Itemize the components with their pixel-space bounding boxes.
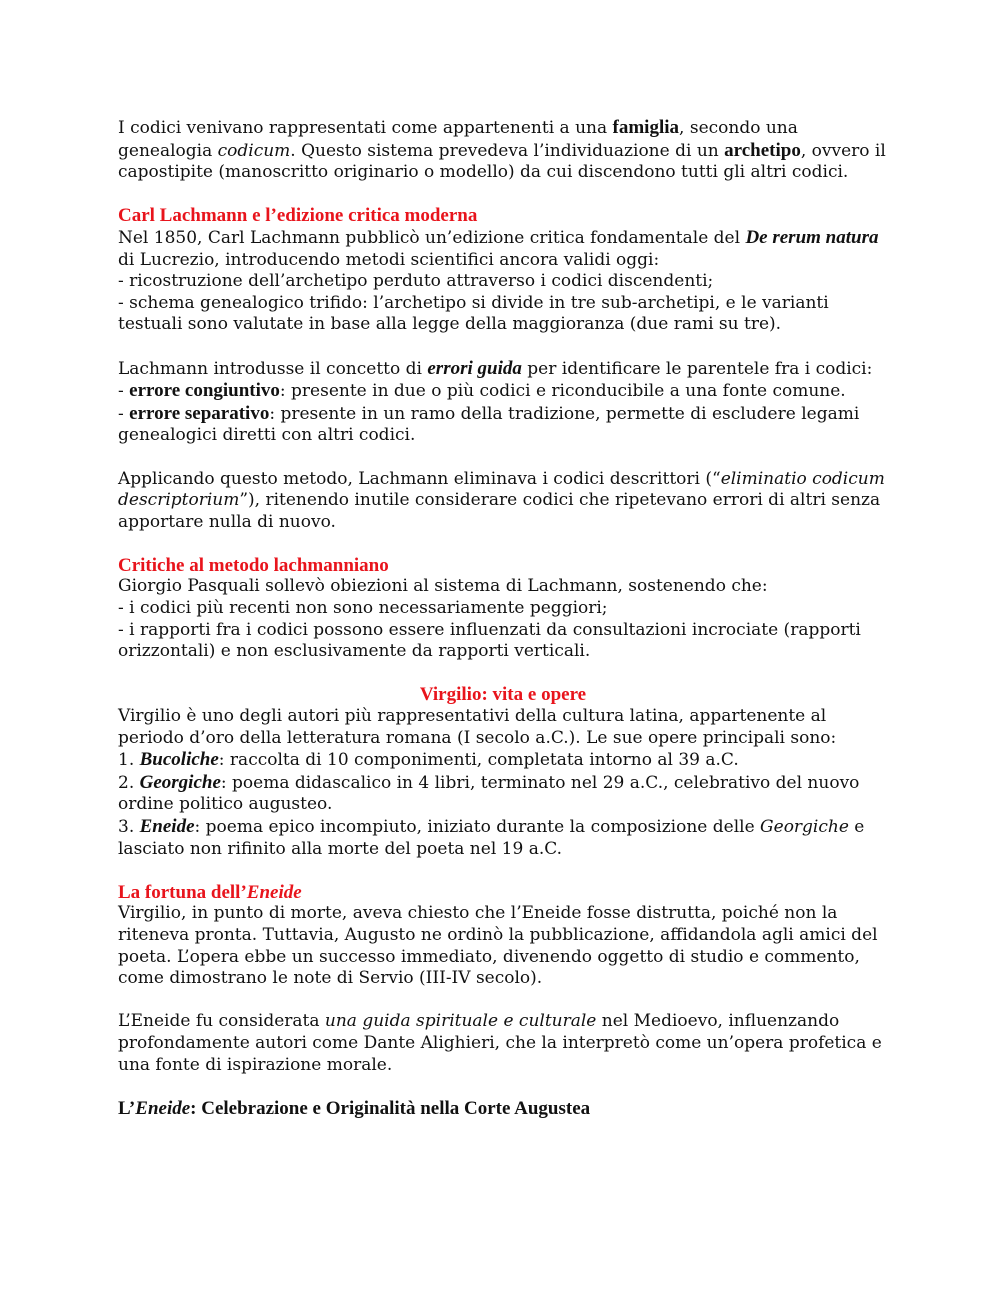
spacer [118,860,888,882]
text-run: : presente in un ramo della tradizione, permette di escludere legami genealogici diretti con altri codici. [118,403,860,446]
text-run: L’Eneide fu considerata [118,1011,325,1032]
spacer [118,447,888,469]
work-title-eneide: Eneide [139,816,195,837]
list-item [118,403,888,447]
text-run: La fortuna dell’ [118,881,247,903]
text-run: - [118,381,130,402]
text-run: 3. [118,817,140,837]
list-item [118,749,888,772]
text-run: L’ [118,1097,136,1119]
list-item: - schema genealogico trifido: l’archetipo si divide in tre sub-archetipi, e le varianti testuali sono valutate in base alla legge della maggioranza (due rami su tre). [118,292,829,335]
errori-guida-paragraph [118,358,888,381]
list-item [118,816,888,860]
section-heading-lachmann: Carl Lachmann e l’edizione critica moderna [118,205,478,227]
spacer [118,533,888,555]
spacer [118,184,888,206]
text-run: ”), ritenendo inutile considerare codici che ripetevano errori di altri senza apportare nulla di nuovo. [118,490,881,532]
latin-phrase: eliminatio codicum descriptorium [118,468,885,511]
text-run: : Celebrazione e Originalità nella Corte Augustea [190,1097,591,1119]
text-run: Nel 1850, Carl Lachmann pubblicò un’edizione critica fondamentale del [118,227,746,248]
intro-paragraph [118,117,888,184]
fortuna-paragraph: Virgilio, in punto di morte, aveva chiesto che l’Eneide fosse distrutta, poiché non la riteneva pronta. Tuttavia, Augusto ne ordinò la pubblicazione, affidandola agli amici del poeta. L’opera ebbe un successo immediato, divenendo oggetto di studio e commento, come dimostrano le note di Servio (III-IV secolo). [118,903,878,989]
text-run: per identificare le parentele fra i codici: [521,358,873,379]
text-run: di Lucrezio, introducendo metodi scientifici ancora validi oggi: [118,249,660,270]
work-title-bucoliche: Bucoliche [139,749,219,771]
term-archetipo: archetipo [724,139,801,161]
text-run: : poema epico incompiuto, iniziato durante la composizione delle [194,817,761,837]
section-heading-critiche: Critiche al metodo lachmanniano [118,554,389,576]
text-run: , secondo una genealogia [118,118,798,161]
list-item: - ricostruzione dell’archetipo perduto attraverso i codici discendenti; [118,271,714,292]
text-run: Applicando questo metodo, Lachmann eliminava i codici descrittori (“ [118,468,721,489]
text-run: . Questo sistema prevedeva l’individuazione di un [290,140,725,161]
lachmann-paragraph [118,227,888,271]
spacer [118,990,888,1012]
list-item: - i rapporti fra i codici possono essere influenzati da consultazioni incrociate (rapporti orizzontali) e non esclusivamente da rapporti verticali. [118,619,861,662]
work-title-georgiche-italic: Georgiche [760,817,849,837]
text-run: 1. [118,750,140,771]
term-codicum: codicum [217,140,291,161]
heading-italic-eneide: Eneide [246,881,302,903]
italic-phrase: una guida spirituale e culturale [324,1011,597,1032]
text-run: nel Medioevo, influenzando profondamente autori come Dante Alighieri, che la interpretò come un’opera profetica e una fonte di ispirazione morale. [118,1011,882,1075]
text-run: : raccolta di 10 componimenti, completata intorno al 39 a.C. [218,750,739,771]
term-errore-separativo: errore separativo [129,402,270,424]
text-run: : poema didascalico in 4 libri, terminato nel 29 a.C., celebrativo del nuovo ordine politico augusteo. [118,772,860,815]
medioevo-paragraph [118,1011,888,1076]
list-item: - i codici più recenti non sono necessariamente peggiori; [118,598,608,619]
eliminatio-paragraph [118,469,888,534]
critiche-paragraph: Giorgio Pasquali sollevò obiezioni al sistema di Lachmann, sostenendo che: [118,576,768,597]
heading-italic-eneide: Eneide [135,1097,191,1119]
spacer [118,663,888,685]
text-run: e lasciato non rifinito alla morte del poeta nel 19 a.C. [118,817,865,859]
section-heading-corte-augustea [118,1098,888,1120]
text-run: Lachmann introdusse il concetto di [118,358,428,379]
text-run: , ovvero il capostipite (manoscritto originario o modello) da cui discendono tutti gli altri codici. [118,140,886,183]
work-title-de-rerum-natura: De rerum natura [745,226,879,248]
term-errori-guida: errori guida [427,357,522,379]
spacer [118,1076,888,1098]
term-errore-congiuntivo: errore congiuntivo [129,380,280,402]
text-run: - [118,403,130,424]
text-run: : presente in due o più codici e riconducibile a una fonte comune. [279,381,846,402]
list-item [118,380,888,403]
text-run: 2. [118,772,140,793]
section-heading-fortuna [118,882,888,904]
text-run: I codici venivano rappresentati come appartenenti a una [118,118,613,138]
document-page [118,117,888,1119]
work-title-georgiche: Georgiche [139,771,221,793]
spacer [118,336,888,358]
term-famiglia: famiglia [612,117,680,138]
section-heading-virgilio: Virgilio: vita e opere [419,684,587,706]
list-item [118,772,888,816]
virgilio-paragraph: Virgilio è uno degli autori più rappresentativi della cultura latina, appartenente al periodo d’oro della letteratura romana (I secolo a.C.). Le sue opere principali sono: [118,706,837,748]
